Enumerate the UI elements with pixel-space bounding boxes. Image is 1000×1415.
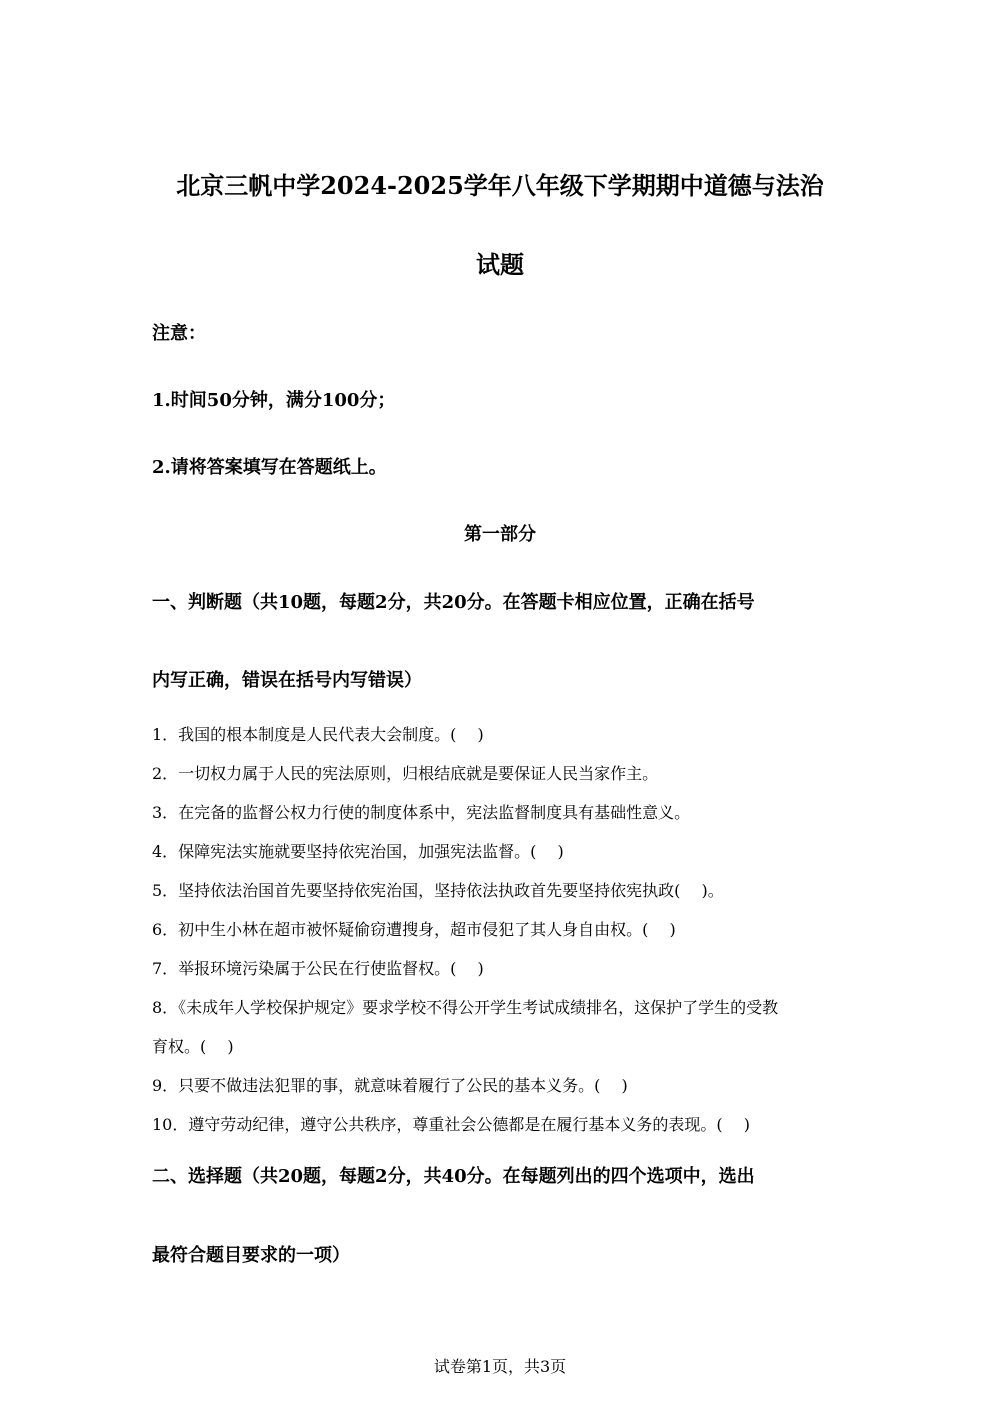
part-title: 第一部分 bbox=[464, 524, 536, 545]
section1-heading-line1: 一、判断题（共10题，每题2分，共20分。在答题卡相应位置，正确在括号 bbox=[152, 592, 755, 613]
exam-title-line2: 试题 bbox=[476, 250, 524, 279]
question-3: 3．在完备的监督公权力行使的制度体系中，宪法监督制度具有基础性意义。 bbox=[152, 803, 691, 822]
section2-heading-line2: 最符合题目要求的一项） bbox=[152, 1245, 350, 1266]
question-2: 2．一切权力属于人民的宪法原则，归根结底就是要保证人民当家作主。 bbox=[152, 764, 659, 783]
question-4: 4．保障宪法实施就要坚持依宪治国，加强宪法监督。( ) bbox=[152, 842, 564, 861]
question-7: 7．举报环境污染属于公民在行使监督权。( ) bbox=[152, 959, 484, 978]
notice-label: 注意： bbox=[152, 323, 206, 344]
notice-item-time: 1.时间50分钟，满分100分； bbox=[152, 390, 396, 411]
question-1: 1．我国的根本制度是人民代表大会制度。( ) bbox=[152, 725, 484, 744]
page-footer: 试卷第1页，共3页 bbox=[433, 1357, 567, 1376]
exam-title-line1: 北京三帆中学2024-2025学年八年级下学期期中道德与法治 bbox=[176, 171, 824, 200]
section2-heading-line1: 二、选择题（共20题，每题2分，共40分。在每题列出的四个选项中，选出 bbox=[152, 1166, 755, 1187]
section1-heading-line2: 内写正确，错误在括号内写错误） bbox=[152, 670, 422, 691]
notice-item-answer-sheet: 2.请将答案填写在答题纸上。 bbox=[152, 457, 387, 478]
question-8: 8．《未成年人学校保护规定》要求学校不得公开学生考试成绩排名，这保护了学生的受教 bbox=[152, 998, 779, 1017]
question-9: 9．只要不做违法犯罪的事，就意味着履行了公民的基本义务。( ) bbox=[152, 1076, 628, 1095]
question-10: 10．遵守劳动纪律，遵守公共秩序，尊重社会公德都是在履行基本义务的表现。( ) bbox=[152, 1115, 750, 1134]
question-8-continued: 育权。( ) bbox=[152, 1037, 234, 1056]
question-5: 5．坚持依法治国首先要坚持依宪治国，坚持依法执政首先要坚持依宪执政( )。 bbox=[152, 881, 724, 900]
question-6: 6．初中生小林在超市被怀疑偷窃遭搜身，超市侵犯了其人身自由权。( ) bbox=[152, 920, 676, 939]
